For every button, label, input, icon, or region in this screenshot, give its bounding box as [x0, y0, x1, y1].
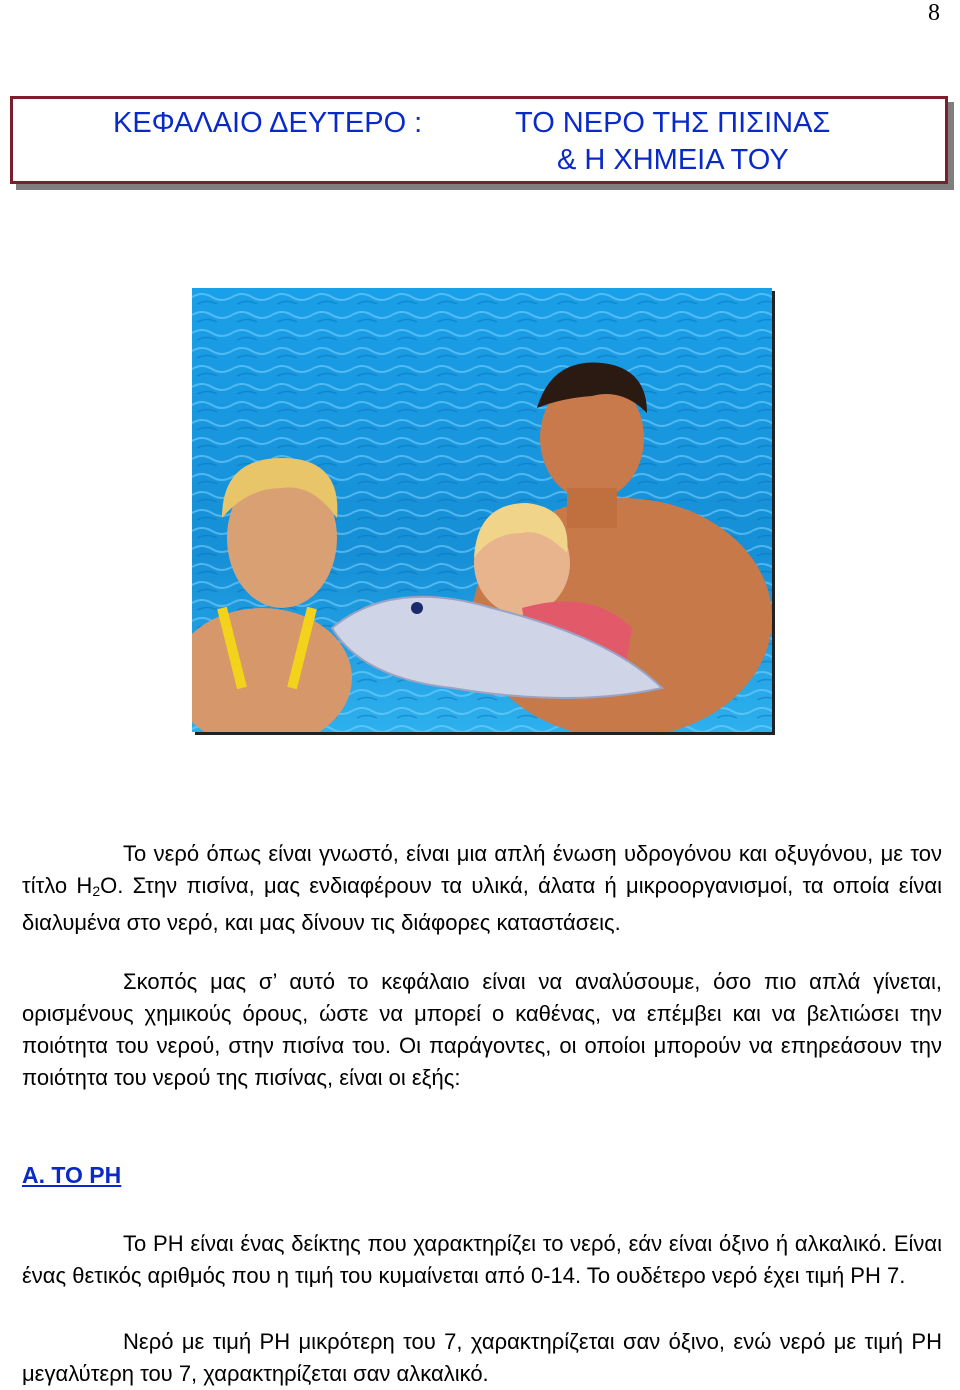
chapter-title-line1: ΤΟ ΝΕΡΟ ΤΗΣ ΠΙΣΙΝΑΣ — [515, 107, 831, 139]
pool-family-photo — [192, 288, 772, 732]
chapter-title-box — [10, 96, 948, 184]
paragraph-ph-acidity — [22, 1326, 942, 1390]
paragraph-ph-definition-text: Το PH είναι ένας δείκτης που χαρακτηρίζει το νερό, εάν είναι όξινο ή αλκαλικό. Είναι ένας θετικός αριθμός που η τιμή του κυμαίνεται από 0-14. Το ουδέτερο νερό έχει τιμή PH 7. — [22, 1231, 942, 1288]
paragraph-purpose — [22, 966, 942, 1094]
paragraph-intro-text-a: Το νερό όπως είναι γνωστό, είναι μια απλή ένωση υδρογόνου και οξυγόνου, με τον τίτλο Η — [22, 841, 942, 898]
paragraph-ph-acidity-text: Νερό με τιμή PH μικρότερη του 7, χαρακτηρίζεται σαν όξινο, ενώ νερό με τιμή PH μεγαλύτερη του 7, χαρακτηρίζεται σαν αλκαλικό. — [22, 1329, 942, 1386]
paragraph-intro — [22, 838, 942, 939]
paragraph-ph-definition — [22, 1228, 942, 1292]
paragraph-intro-text-b: Ο. Στην πισίνα, μας ενδιαφέρουν τα υλικά, άλατα ή μικροοργανισμοί, τα οποία είναι διαλυμένα στο νερό, και μας δίνουν τις διάφορες καταστάσεις. — [22, 873, 942, 935]
section-heading-ph: Α. ΤΟ PH — [22, 1162, 122, 1188]
paragraph-purpose-text: Σκοπός μας σ’ αυτό το κεφάλαιο είναι να αναλύσουμε, όσο πιο απλά γίνεται, ορισμένους χημικούς όρους, ώστε να μπορεί ο καθένας, να επέμβει και να βελτιώσει την ποιότητα του νερού, στην πισίνα του. Οι παράγοντες, οι οποίοι μπορούν να επηρεάσουν την ποιότητα του νερού της πισίνας, είναι οι εξής: — [22, 969, 942, 1090]
chapter-label: ΚΕΦΑΛΑΙΟ ΔΕΥΤΕΡΟ : — [113, 107, 423, 139]
page-number: 8 — [928, 0, 940, 26]
chapter-title-line2: & Η ΧΗΜΕΙΑ ΤΟΥ — [557, 144, 789, 176]
water-formula-subscript: 2 — [92, 883, 101, 899]
